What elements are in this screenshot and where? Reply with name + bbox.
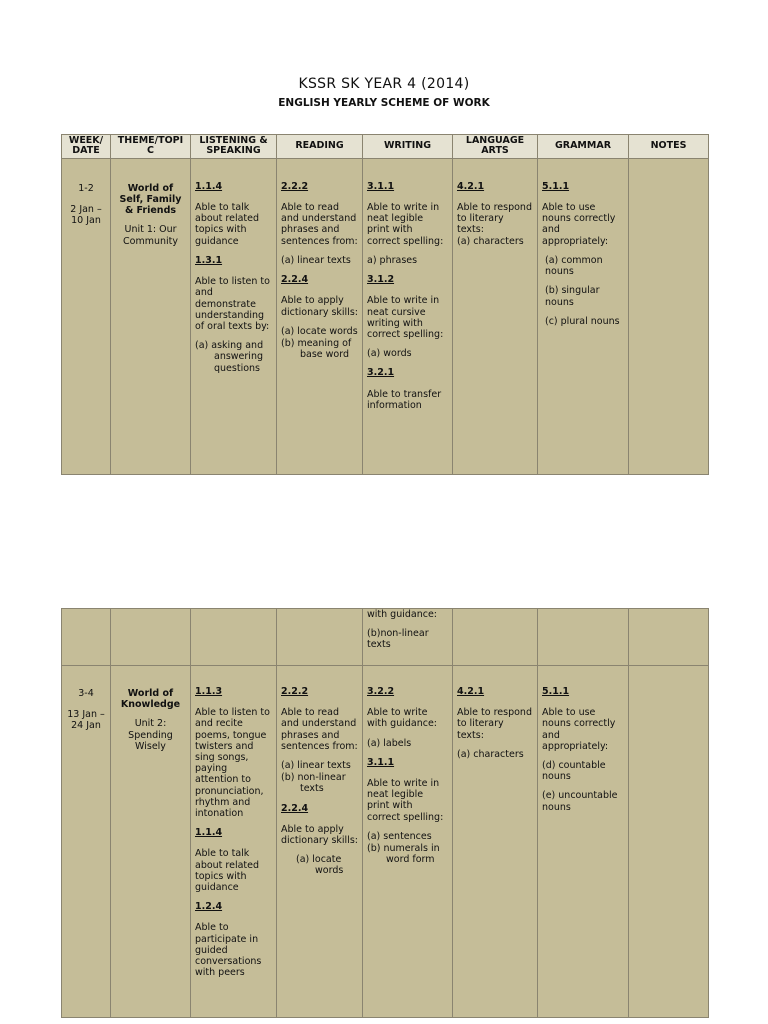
standard-code: 2.2.2 bbox=[281, 686, 309, 697]
standard-text: Able to write in neat legible print with correct spelling: bbox=[367, 778, 444, 823]
standard-code: 5.1.1 bbox=[542, 180, 570, 192]
listening-speaking-cell bbox=[191, 666, 277, 1018]
theme-title: World of Self, Family & Friends bbox=[119, 182, 182, 217]
list-item: (a) linear texts bbox=[281, 760, 351, 772]
standard-code: 3.1.2 bbox=[367, 274, 395, 286]
col-header-week: WEEK/ DATE bbox=[62, 135, 111, 159]
list-item: (a) words bbox=[367, 348, 412, 360]
week-number: 3-4 bbox=[78, 688, 94, 699]
standard-code: 1.1.4 bbox=[195, 180, 223, 192]
week-number: 1-2 bbox=[78, 182, 94, 194]
theme-cell bbox=[111, 609, 191, 666]
col-header-grammar: GRAMMAR bbox=[538, 135, 629, 159]
list-item: (a) locate words bbox=[296, 854, 344, 877]
list-item: (c) plural nouns bbox=[545, 315, 620, 327]
list-item: (a) common nouns bbox=[545, 254, 603, 278]
theme-title: World of Knowledge bbox=[120, 688, 181, 711]
reading-cell bbox=[277, 158, 363, 474]
standard-code: 1.1.3 bbox=[195, 686, 223, 697]
list-item: (a) labels bbox=[367, 737, 412, 749]
list-item: (b) singular nouns bbox=[545, 285, 600, 308]
list-item: (a) locate words bbox=[281, 325, 358, 337]
standard-code: 5.1.1 bbox=[542, 686, 570, 697]
reading-cell bbox=[277, 666, 363, 1018]
table-row bbox=[62, 666, 709, 1018]
standard-code: 4.2.1 bbox=[457, 686, 485, 697]
standard-text: Able to use nouns correctly and appropriately: bbox=[542, 202, 616, 247]
standard-text: Able to respond to literary texts: bbox=[457, 202, 532, 236]
standard-text: Able to write in neat legible print with correct spelling: bbox=[367, 202, 444, 247]
scheme-table-page2 bbox=[61, 608, 709, 1018]
notes-cell bbox=[629, 666, 709, 1018]
list-item: (a) sentences bbox=[367, 830, 432, 842]
list-item: (b) non-linear texts bbox=[281, 772, 346, 795]
standard-text: Able to write with guidance: bbox=[367, 707, 438, 730]
standard-text: Able to talk about related topics with guidance bbox=[195, 848, 260, 894]
standard-text: Able to respond to literary texts: bbox=[457, 707, 532, 741]
standard-text: Able to participate in guided conversations with peers bbox=[195, 922, 262, 979]
standard-code: 2.2.4 bbox=[281, 274, 309, 286]
scheme-table-page1 bbox=[61, 134, 709, 475]
list-item: a) phrases bbox=[367, 254, 418, 266]
standard-text: Able to transfer information bbox=[367, 388, 442, 411]
table-row-continuation bbox=[62, 609, 709, 666]
standard-code: 4.2.1 bbox=[457, 180, 485, 192]
col-header-notes: NOTES bbox=[629, 135, 709, 159]
language-arts-cell bbox=[453, 609, 538, 666]
col-header-theme: THEME/TOPI C bbox=[111, 135, 191, 159]
standard-code: 1.2.4 bbox=[195, 901, 223, 913]
col-header-reading: READING bbox=[277, 135, 363, 159]
week-cell bbox=[62, 158, 111, 474]
standard-text: Able to listen to and demonstrate understanding of oral texts by: bbox=[195, 276, 270, 332]
col-header-writing: WRITING bbox=[363, 135, 453, 159]
week-cell bbox=[62, 666, 111, 1018]
standard-code: 3.2.2 bbox=[367, 686, 395, 697]
list-item: (b)non-linear texts bbox=[367, 628, 429, 651]
col-header-language-arts: LANGUAGE ARTS bbox=[453, 135, 538, 159]
listening-speaking-cell bbox=[191, 609, 277, 666]
standard-text: Able to apply dictionary skills: bbox=[281, 823, 358, 847]
unit-title: Unit 2: Spending Wisely bbox=[128, 718, 173, 752]
writing-cell bbox=[363, 666, 453, 1018]
grammar-cell bbox=[538, 158, 629, 474]
table-row bbox=[62, 158, 709, 474]
list-item: (a) linear texts bbox=[281, 254, 351, 266]
language-arts-cell bbox=[453, 158, 538, 474]
standard-text: Able to talk about related topics with guidance bbox=[195, 202, 260, 247]
list-item: (b) meaning of base word bbox=[281, 337, 352, 361]
theme-cell bbox=[111, 666, 191, 1018]
standard-text: Able to read and understand phrases and sentences from: bbox=[281, 707, 358, 752]
reading-cell bbox=[277, 609, 363, 666]
standard-code: 3.1.1 bbox=[367, 756, 395, 768]
standard-code: 1.1.4 bbox=[195, 827, 223, 839]
writing-cell bbox=[363, 609, 453, 666]
standard-code: 1.3.1 bbox=[195, 254, 223, 266]
document-title: KSSR SK YEAR 4 (2014) bbox=[298, 76, 470, 92]
grammar-cell bbox=[538, 666, 629, 1018]
list-item: (a) characters bbox=[457, 235, 524, 247]
theme-cell bbox=[111, 158, 191, 474]
standard-code: 2.2.4 bbox=[281, 802, 309, 814]
list-item: (a) asking and answering questions bbox=[195, 340, 264, 374]
writing-cell bbox=[363, 158, 453, 474]
standard-text: Able to use nouns correctly and appropriately: bbox=[542, 707, 616, 752]
standard-text: Able to listen to and recite poems, tongue twisters and sing songs, paying attention to pronunciation, rhythm and intonation bbox=[195, 707, 270, 820]
list-item: (a) characters bbox=[457, 748, 524, 760]
notes-cell bbox=[629, 158, 709, 474]
standard-text: Able to apply dictionary skills: bbox=[281, 295, 358, 318]
standard-text: Able to write in neat cursive writing with correct spelling: bbox=[367, 295, 444, 340]
standard-text: with guidance: bbox=[367, 609, 438, 620]
standard-code: 3.2.1 bbox=[367, 367, 395, 379]
standard-code: 3.1.1 bbox=[367, 180, 395, 192]
week-date: 13 Jan – 24 Jan bbox=[67, 709, 105, 732]
listening-speaking-cell bbox=[191, 158, 277, 474]
standard-text: Able to read and understand phrases and sentences from: bbox=[281, 202, 358, 247]
week-date: 2 Jan – 10 Jan bbox=[70, 204, 102, 227]
unit-title: Unit 1: Our Community bbox=[123, 224, 178, 247]
col-header-listening: LISTENING & SPEAKING bbox=[191, 135, 277, 159]
document-subtitle: ENGLISH YEARLY SCHEME OF WORK bbox=[278, 97, 490, 109]
list-item: (b) numerals in word form bbox=[367, 843, 440, 866]
list-item: (e) uncountable nouns bbox=[542, 790, 618, 813]
standard-code: 2.2.2 bbox=[281, 180, 309, 192]
list-item: (d) countable nouns bbox=[542, 760, 606, 783]
language-arts-cell bbox=[453, 666, 538, 1018]
grammar-cell bbox=[538, 609, 629, 666]
table-header-row bbox=[62, 135, 709, 159]
notes-cell bbox=[629, 609, 709, 666]
week-cell bbox=[62, 609, 111, 666]
